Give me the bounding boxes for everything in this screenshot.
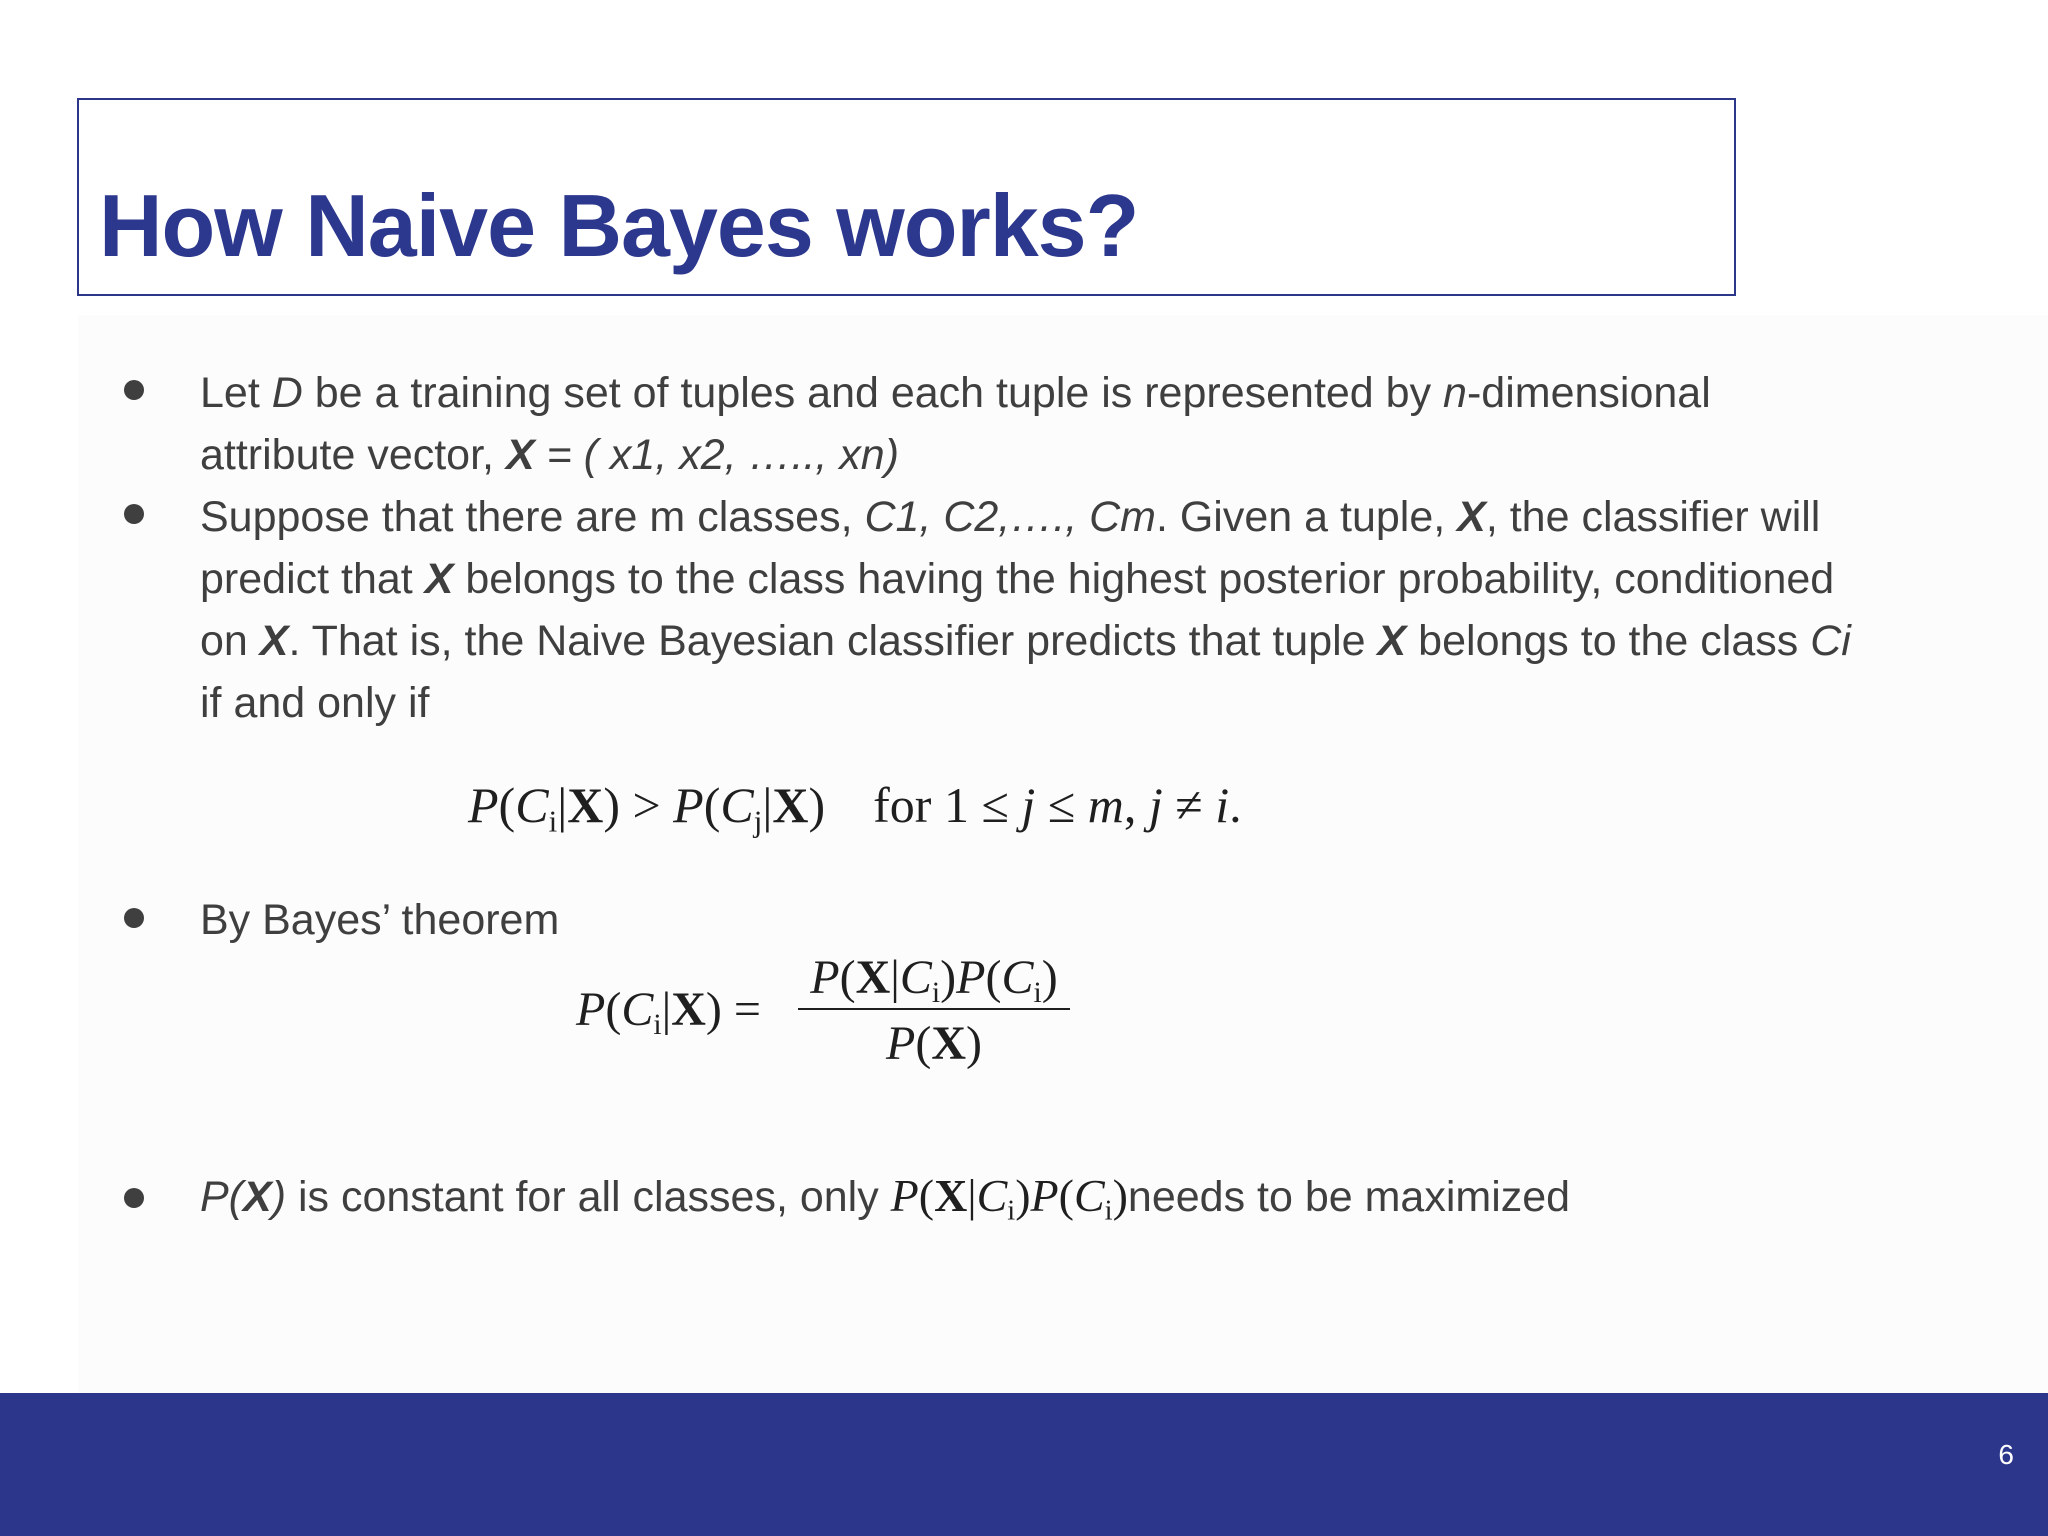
math-run: i [548, 803, 558, 839]
math-run: P [468, 777, 499, 833]
math-run: P [810, 951, 840, 1004]
decision-rule-equation: $P(C_i|X) > P(C_j|X)$ for 1 ≤ j ≤ m, j ≠ i. [468, 777, 1242, 839]
math-run: C [1001, 951, 1034, 1004]
bullet-text [200, 486, 1960, 734]
math-run: i [1104, 1195, 1113, 1227]
text-run: X [1457, 493, 1486, 541]
math-run: X [772, 777, 809, 833]
math-run: j [753, 803, 763, 839]
math-run: X [855, 951, 891, 1004]
math-run: X [934, 1170, 968, 1221]
math-run: C [1073, 1170, 1105, 1221]
text-run: n [1443, 369, 1467, 417]
bullet-line: predict that X belongs to the class having the highest posterior probability, conditioned [200, 555, 1835, 603]
slide-title: How Naive Bayes works? [99, 176, 1139, 275]
math-run: C [899, 951, 932, 1004]
bullet-line: attribute vector, X = ( x1, x2, ….., xn) [200, 431, 900, 479]
bullet-text [200, 362, 1960, 486]
bullet-icon [124, 908, 144, 928]
bullet-icon [124, 380, 144, 400]
footer-bar [0, 1393, 2048, 1536]
bullet-line: By Bayes’ theorem [200, 896, 560, 944]
math-run: i [653, 1007, 662, 1041]
math-run: C [720, 777, 754, 833]
math-run: i [1215, 777, 1230, 833]
math-run: P [956, 951, 986, 1004]
math-run: X [671, 983, 706, 1036]
bayes-fraction [798, 950, 1070, 1072]
bullet-text [200, 1165, 1960, 1228]
text-run: C1, C2,…., Cm [864, 493, 1156, 541]
math-run: X [931, 1017, 966, 1070]
bullet-line: on X. That is, the Naive Bayesian classifier predicts that tuple X belongs to the class Ci [200, 617, 1851, 665]
math-run: P [886, 1017, 916, 1070]
inline-product-equation: $P(X|C_i)P(C_i)$ [890, 1170, 1128, 1227]
math-run: P [890, 1170, 919, 1221]
bullet-text-lead: P(X) is constant for all classes, only [200, 1173, 891, 1221]
math-run: P [1030, 1170, 1059, 1221]
text-run: X [243, 1173, 272, 1221]
bullet-icon [124, 1188, 144, 1208]
bayes-numerator: $P(X|C_i)P(C_i)$ [810, 951, 1058, 1009]
math-run: X [567, 777, 604, 833]
bullet-text [200, 889, 1960, 951]
math-run: C [976, 1170, 1008, 1221]
text-run: = ( x1, x2, ….., xn) [534, 431, 900, 479]
page-number: 6 [1998, 1439, 2014, 1470]
math-run: m [1087, 777, 1124, 833]
text-run: D [271, 369, 303, 417]
bullet-icon [124, 504, 144, 524]
text-run: ) [271, 1173, 287, 1221]
math-run: i [1007, 1195, 1016, 1227]
text-run: Ci [1810, 617, 1851, 665]
text-run: X [259, 617, 289, 665]
bullet-line: Let D be a training set of tuples and each tuple is represented by n-dimensional [200, 369, 1711, 417]
text-run: X [505, 431, 535, 479]
bullet-text-suffix: needs to be maximized [1127, 1173, 1571, 1221]
text-run: X [424, 555, 454, 603]
math-run: i [931, 975, 941, 1009]
math-run: C [621, 983, 654, 1036]
text-run: P( [200, 1173, 243, 1221]
bayes-lhs: $P(C_i|X)$ = [576, 983, 761, 1041]
text-run: X [1377, 617, 1407, 665]
math-run: j [1021, 777, 1036, 833]
bullet-line: Suppose that there are m classes, C1, C2,…., Cm. Given a tuple, X, the classifier will [200, 493, 1821, 541]
math-run: i [1033, 975, 1042, 1009]
math-run: C [515, 777, 549, 833]
bayes-denominator: P(X) [886, 1017, 982, 1070]
math-run: j [1148, 777, 1163, 833]
math-run: for [873, 777, 932, 833]
bullet-line: if and only if [200, 679, 430, 727]
math-run: P [576, 983, 606, 1036]
math-run: P [673, 777, 704, 833]
